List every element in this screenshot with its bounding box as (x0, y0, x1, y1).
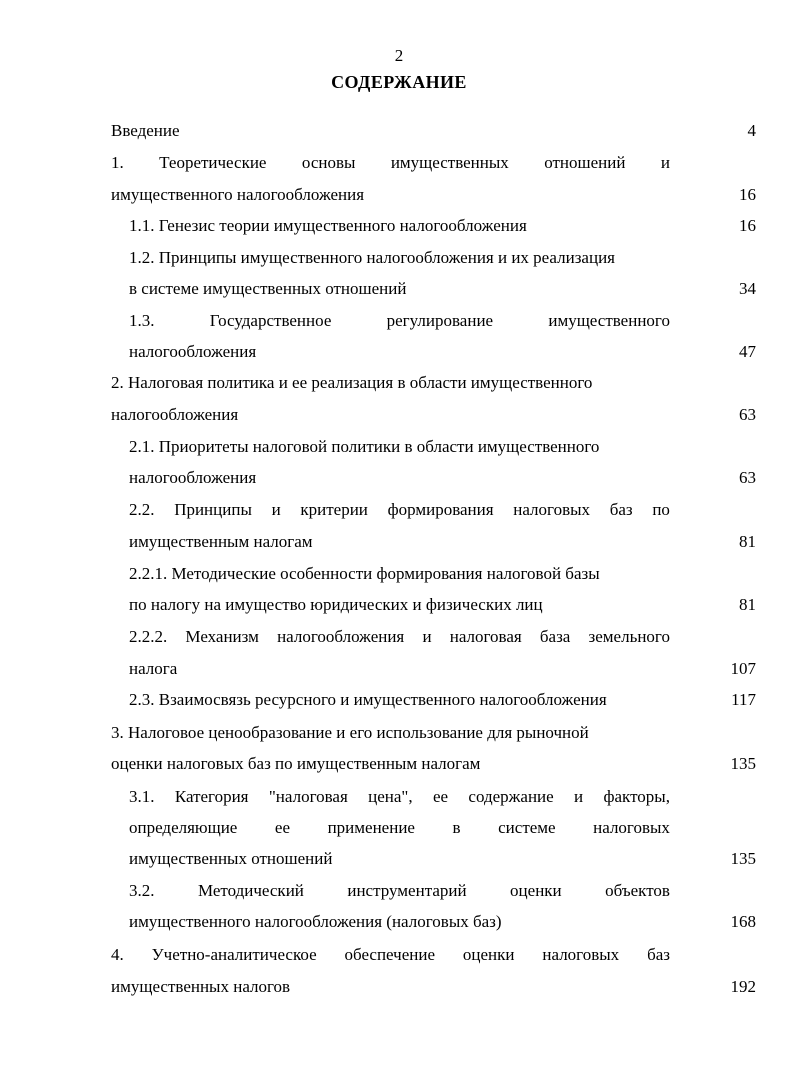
toc-entry-line: 3. Налоговое ценообразование и его использование для рыночной (111, 723, 589, 742)
toc-page-number: 117 (731, 690, 756, 709)
toc-entry-line: в системе имущественных отношений (129, 279, 407, 298)
toc-entry-justified-line (129, 881, 670, 901)
toc-word: цена", (368, 787, 413, 806)
toc-word: факторы, (603, 787, 670, 806)
toc-word: налоговых (513, 500, 591, 519)
toc-word: Государственное (209, 311, 332, 330)
toc-word: содержание (468, 787, 554, 806)
toc-word: основы (301, 153, 356, 172)
toc-entry-line: налогообложения (129, 468, 257, 487)
toc-page-number: 16 (739, 185, 756, 204)
toc-word: 4. (111, 945, 124, 964)
toc-entry-justified-line (129, 787, 670, 807)
toc-entry-line: имущественных налогов (111, 977, 291, 996)
toc-word: 2.2.2. (129, 627, 168, 646)
toc-page-number: 168 (730, 912, 756, 931)
toc-word: применение (327, 818, 415, 837)
toc-page-number: 135 (730, 849, 756, 868)
toc-word: налоговых (542, 945, 620, 964)
toc-word: в (452, 818, 461, 837)
toc-word: объектов (605, 881, 670, 900)
toc-entry-line: Введение (111, 121, 180, 140)
toc-entry-justified-line (129, 818, 670, 838)
toc-entry-line: 2.1. Приоритеты налоговой политики в области имущественного (129, 437, 600, 456)
toc-word: 2.2. (129, 500, 155, 519)
toc-page-number: 81 (739, 595, 756, 614)
toc-entry-line: 2.3. Взаимосвязь ресурсного и имущественного налогообложения (129, 690, 607, 709)
toc-word: Учетно-аналитическое (151, 945, 317, 964)
toc-word: критерии (300, 500, 368, 519)
toc-word: отношений (544, 153, 626, 172)
toc-entry-justified-line (129, 500, 670, 520)
toc-word: земельного (588, 627, 670, 646)
toc-entry-justified-line (111, 153, 670, 173)
toc-word: и (271, 500, 281, 519)
toc-word: формирования (387, 500, 494, 519)
toc-entry-line: 1.2. Принципы имущественного налогообложения и их реализация (129, 248, 615, 267)
toc-word: "налоговая (268, 787, 348, 806)
toc-entry-line: налогообложения (111, 405, 239, 424)
toc-word: 3.1. (129, 787, 155, 806)
toc-page-number: 63 (739, 405, 756, 424)
toc-entry-line: налога (129, 659, 178, 678)
toc-word: и (660, 153, 670, 172)
toc-page-number: 107 (730, 659, 756, 678)
toc-page-number: 34 (739, 279, 756, 298)
toc-page-number: 192 (730, 977, 756, 996)
toc-word: определяющие (129, 818, 238, 837)
toc-word: баз (647, 945, 670, 964)
toc-word: налоговых (593, 818, 670, 837)
toc-entry-justified-line (129, 311, 670, 331)
toc-word: налогообложения (277, 627, 405, 646)
toc-entry-line: имущественного налогообложения (111, 185, 365, 204)
toc-entry-line: 2.2.1. Методические особенности формирования налоговой базы (129, 564, 600, 583)
toc-word: по (652, 500, 670, 519)
toc-word: регулирование (386, 311, 494, 330)
toc-word: 1. (111, 153, 124, 172)
toc-page-number: 81 (739, 532, 756, 551)
toc-entry-line: имущественных отношений (129, 849, 333, 868)
toc-entry-line: 2. Налоговая политика и ее реализация в области имущественного (111, 373, 593, 392)
toc-word: оценки (510, 881, 562, 900)
toc-word: база (539, 627, 571, 646)
toc-word: Принципы (174, 500, 252, 519)
page-number: 2 (394, 46, 404, 65)
toc-word: Методический (197, 881, 304, 900)
toc-entry-line: оценки налоговых баз по имущественным налогам (111, 754, 481, 773)
toc-word: имущественного (548, 311, 670, 330)
toc-word: ее (432, 787, 449, 806)
toc-word: системе (498, 818, 556, 837)
toc-word: ее (274, 818, 291, 837)
toc-entry-line: налогообложения (129, 342, 257, 361)
toc-entry-line: имущественным налогам (129, 532, 313, 551)
toc-word: обеспечение (344, 945, 436, 964)
toc-entry-line: имущественного налогообложения (налоговых баз) (129, 912, 502, 931)
toc-page-number: 4 (747, 121, 756, 140)
toc-word: оценки (462, 945, 515, 964)
toc-word: баз (609, 500, 633, 519)
toc-page-number: 47 (739, 342, 756, 361)
toc-word: Теоретические (159, 153, 267, 172)
toc-entry-justified-line (111, 945, 670, 965)
toc-word: имущественных (390, 153, 509, 172)
toc-word: Механизм (185, 627, 259, 646)
toc-word: Категория (174, 787, 249, 806)
toc-word: и (422, 627, 432, 646)
toc-word: 3.2. (129, 881, 155, 900)
toc-page-number: 135 (730, 754, 756, 773)
toc-page-number: 63 (739, 468, 756, 487)
toc-word: инструментарий (347, 881, 467, 900)
toc-word: налоговая (449, 627, 522, 646)
toc-entry-justified-line (129, 627, 670, 647)
toc-entry-line: 1.1. Генезис теории имущественного налогообложения (129, 216, 527, 235)
toc-page-number: 16 (739, 216, 756, 235)
toc-word: и (574, 787, 584, 806)
toc-word: 1.3. (129, 311, 155, 330)
page-title: СОДЕРЖАНИЕ (331, 72, 467, 92)
toc-entry-line: по налогу на имущество юридических и физических лиц (129, 595, 543, 614)
